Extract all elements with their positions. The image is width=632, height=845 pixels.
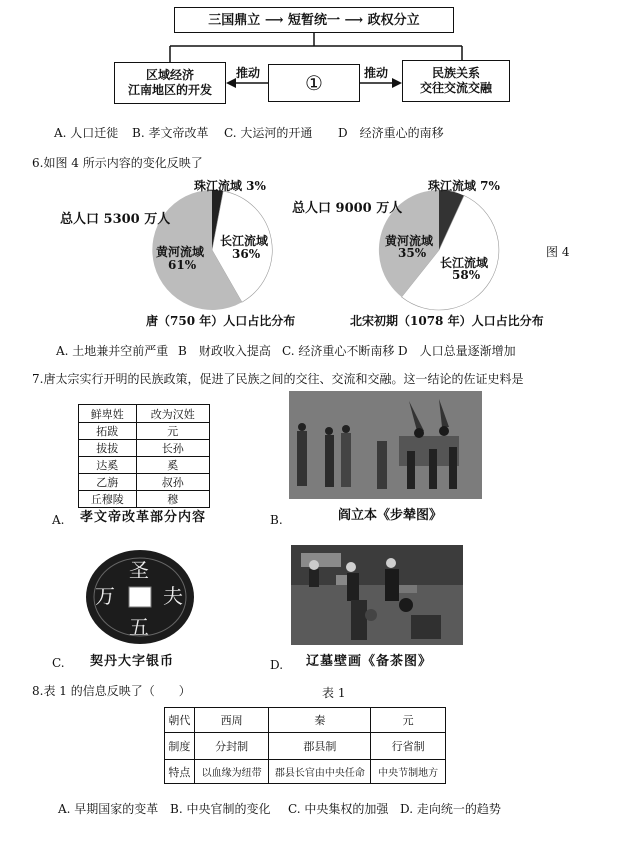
flow-arrow-right-label: 推动	[364, 66, 389, 80]
q5-option-c[interactable]: C. 大运河的开通	[224, 126, 313, 140]
pie-tang-label-changjiang: 长江流域	[220, 234, 269, 248]
pie-song-label-zhujiang: 珠江流域 7%	[428, 179, 500, 193]
coin-char-bottom: 五	[129, 615, 149, 639]
q5-option-d[interactable]: D 经济重心的南移	[338, 126, 444, 140]
q8-dynasty-table	[164, 707, 446, 784]
table-cell: 西周	[194, 708, 269, 733]
table-cell: 达奚	[79, 457, 137, 474]
pie-tang-pct-changjiang: 36%	[232, 247, 261, 261]
surname-table	[78, 404, 210, 508]
table-cell: 郡县制	[269, 733, 371, 760]
flow-center-box-blank: ①	[268, 64, 360, 102]
q7-stem: 7.唐太宗实行开明的民族政策，促进了民族之间的交往、交流和交融。这一结论的佐证史料是	[32, 372, 524, 386]
pie-song-pct-changjiang: 58%	[452, 268, 481, 282]
q8-option-d[interactable]: D. 走向统一的趋势	[400, 802, 501, 816]
table-cell: 中央节制地方	[371, 760, 446, 784]
flow-left-box-line1: 区域经济	[145, 68, 194, 82]
table-row	[79, 474, 210, 491]
flow-top-box: 三国鼎立 ⟶ 短暂统一 ⟶ 政权分立	[174, 7, 454, 33]
coin-char-right: 夫	[163, 584, 183, 608]
q6-option-a[interactable]: A. 土地兼并空前严重	[56, 344, 169, 358]
flow-arrow-left-label: 推动	[236, 66, 261, 80]
table-row	[79, 457, 210, 474]
table-cell: 拔拔	[79, 440, 137, 457]
table-cell: 元	[136, 423, 209, 440]
table-cell: 郡县长官由中央任命	[269, 760, 371, 784]
table-cell: 奚	[136, 457, 209, 474]
surname-table-header: 改为汉姓	[136, 405, 209, 423]
table-cell: 长孙	[136, 440, 209, 457]
pie-song-label-huanghe: 黄河流域	[385, 234, 434, 248]
figure-4-label: 图 4	[546, 245, 570, 259]
flow-right-box-line1: 民族关系	[431, 66, 480, 80]
pie-song-total: 总人口 9000 万人	[292, 201, 403, 216]
table-row	[79, 440, 210, 457]
bunian-painting-image	[289, 391, 482, 499]
pie-tang-total: 总人口 5300 万人	[60, 212, 171, 227]
flow-left-box	[114, 62, 226, 104]
flow-right-box-line2: 交往交流交融	[419, 81, 492, 95]
table-cell: 行省制	[371, 733, 446, 760]
table-cell: 秦	[269, 708, 371, 733]
q6-stem: 6.如图 4 所示内容的变化反映了	[32, 156, 203, 170]
table-cell: 以血缘为纽带	[194, 760, 269, 784]
q8-option-b[interactable]: B. 中央官制的变化	[170, 802, 271, 816]
table-cell: 叔孙	[136, 474, 209, 491]
table-row	[165, 708, 446, 733]
q7-option-c-caption: 契丹大字银币	[90, 654, 175, 669]
table-row	[165, 760, 446, 784]
pie-tang-label-zhujiang: 珠江流域 3%	[194, 179, 266, 193]
q8-stem: 8.表 1 的信息反映了（ ）	[32, 684, 191, 698]
table-cell: 拓跋	[79, 423, 137, 440]
pie-tang-pct-huanghe: 61%	[168, 258, 197, 272]
beicha-mural-image	[291, 545, 463, 645]
pie-tang-caption: 唐（750 年）人口占比分布	[146, 314, 296, 328]
q8-option-c[interactable]: C. 中央集权的加强	[288, 802, 389, 816]
table-cell: 穆	[136, 491, 209, 508]
surname-table-header: 鲜卑姓	[79, 405, 137, 423]
q6-option-c[interactable]: C. 经济重心不断南移	[282, 344, 395, 358]
q7-option-b-letter[interactable]: B.	[270, 513, 283, 527]
q8-table-title: 表 1	[322, 686, 346, 700]
coin-char-left: 万	[95, 584, 115, 608]
table-row	[165, 733, 446, 760]
flow-right-box	[402, 60, 510, 102]
flow-left-box-line2: 江南地区的开发	[127, 83, 212, 97]
table-cell: 丘穆陵	[79, 491, 137, 508]
table-row	[79, 491, 210, 508]
table-cell: 元	[371, 708, 446, 733]
pie-song-pct-huanghe: 35%	[398, 246, 427, 260]
q7-option-b-caption: 阎立本《步辇图》	[338, 508, 443, 523]
table-cell: 乙旃	[79, 474, 137, 491]
q7-option-d-letter[interactable]: D.	[270, 658, 284, 672]
table-cell: 制度	[165, 733, 195, 760]
pie-song-label-changjiang: 长江流域	[440, 256, 489, 270]
q8-option-a[interactable]: A. 早期国家的变革	[58, 802, 159, 816]
table-cell: 分封制	[194, 733, 269, 760]
q7-option-a-caption: 孝文帝改革部分内容	[80, 510, 207, 525]
q6-option-d[interactable]: D 人口总量逐渐增加	[398, 344, 516, 358]
q5-option-a[interactable]: A. 人口迁徙	[54, 126, 119, 140]
table-cell: 朝代	[165, 708, 195, 733]
q7-option-c-letter[interactable]: C.	[52, 656, 65, 670]
q5-option-b[interactable]: B. 孝文帝改革	[132, 126, 209, 140]
pie-song-caption: 北宋初期（1078 年）人口占比分布	[350, 314, 544, 328]
q7-option-a-letter[interactable]: A.	[52, 513, 65, 527]
table-row	[79, 423, 210, 440]
q7-option-d-caption: 辽墓壁画《备茶图》	[306, 654, 433, 669]
q6-option-b[interactable]: B 财政收入提高	[178, 344, 271, 358]
table-cell: 特点	[165, 760, 195, 784]
coin-char-top: 圣	[129, 558, 149, 582]
pie-tang-label-huanghe: 黄河流域	[156, 245, 205, 259]
